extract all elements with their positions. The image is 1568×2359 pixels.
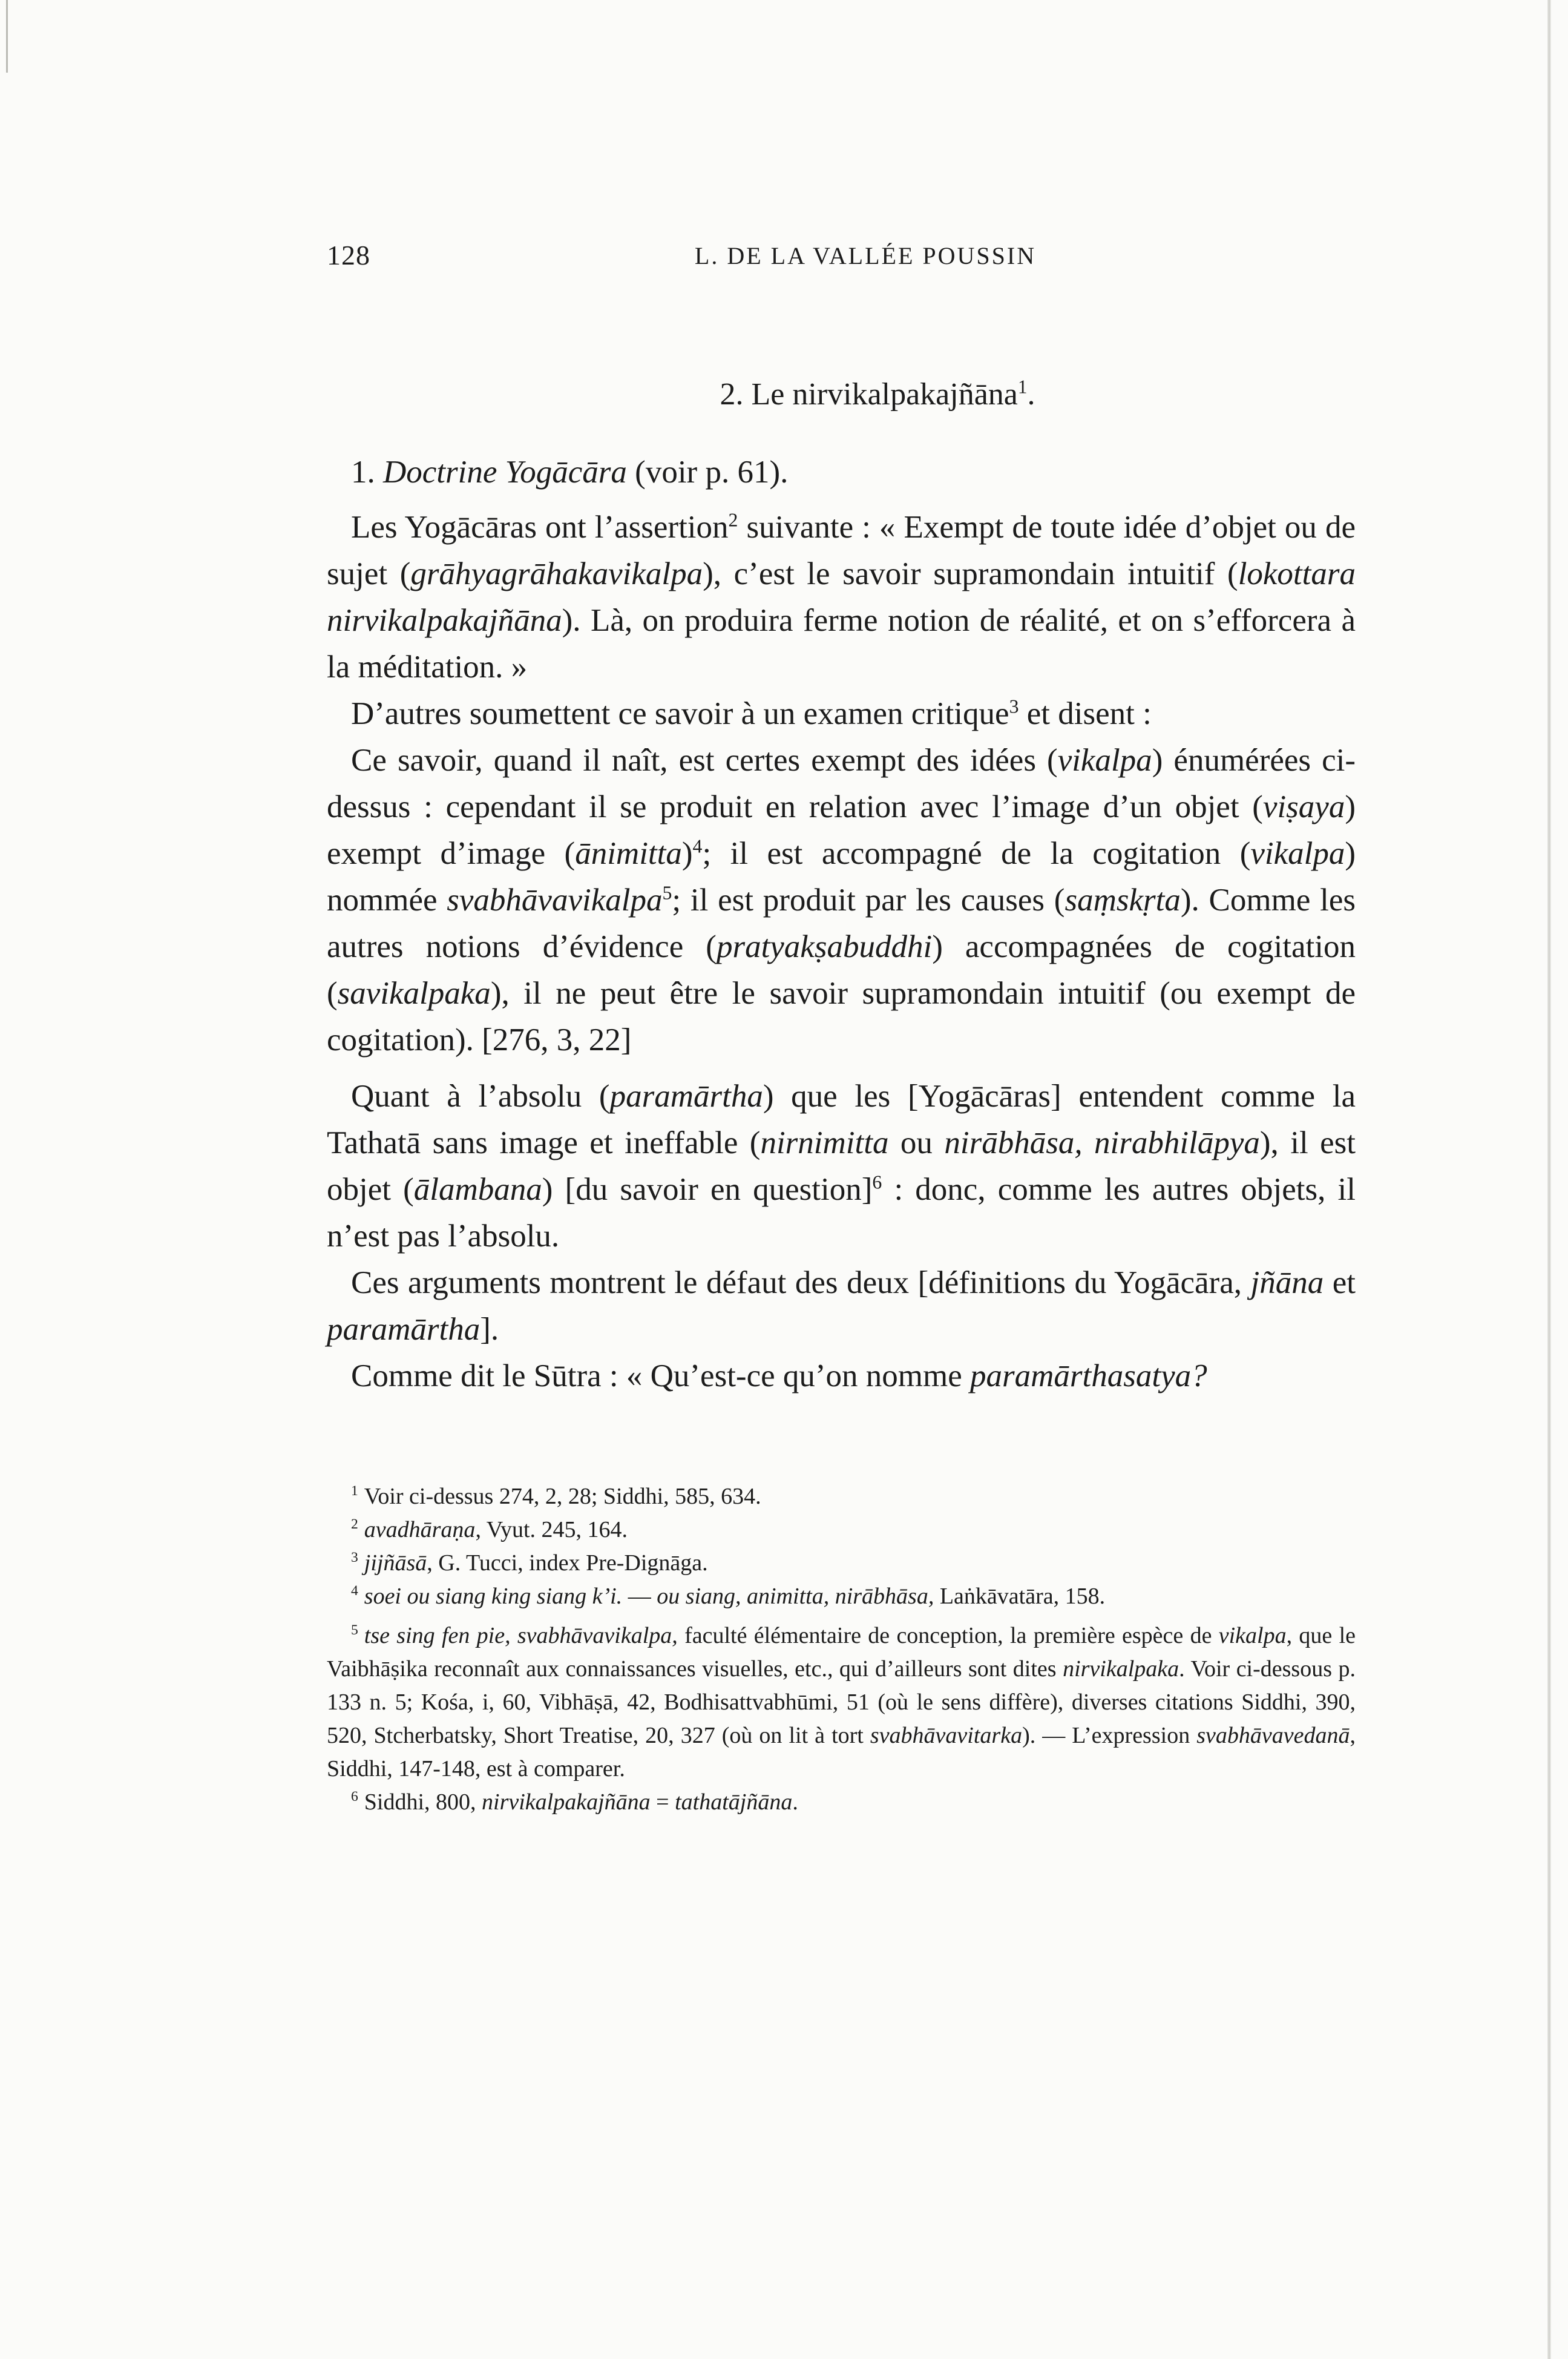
subsection-ref: (voir p. 61).	[635, 455, 789, 490]
footnote-5: $^5$ tse sing fen pie, svabhāvavikalpa, faculté élémentaire de conception, la première espèce de vikalpa, que le Vaibhāṣika reconnaît aux connaissances visuelles, etc., qui d’ailleurs sont dites nirvikalpaka. Voir ci-dessous p. 133 n. 5; Kośa, i, 60, Vibhāṣā, 42, Bodhisattvabhūmi, 51 (où le sens diffère), diverses citations Siddhi, 390, 520, Stcherbatsky, Short Treatise, 20, 327 (où on lit à tort svabhāvavitarka). — L’expression svabhāvavedanā, Siddhi, 147-148, est à comparer.	[327, 1622, 1356, 1782]
subsection-title: Doctrine Yogācāra	[383, 455, 627, 490]
subsection-heading: 1. Doctrine Yogācāra (voir p. 61).	[351, 455, 789, 490]
paragraph-2: D’autres soumettent ce savoir à un examen critique$^3$ et disent :	[351, 696, 1152, 731]
footnote-6: $^6$ Siddhi, 800, nirvikalpakajñāna = tathatājñāna.	[351, 1789, 798, 1815]
paragraph-4: Quant à l’absolu (paramārtha) que les [Yogācāras] entendent comme la Tathatā sans image et ineffable (nirnimitta ou nirābhāsa, nirabhilāpya), il est objet (ālambana) [du savoir en question]$^6$ : donc, comme les autres objets, il n’est pas l’absolu.	[327, 1079, 1356, 1254]
footnote-ref[interactable]: 1	[1017, 376, 1028, 398]
section-title-text: Le nirvikalpakajñāna	[751, 377, 1018, 412]
scan-edge-mark	[6, 0, 8, 73]
footnote-ref[interactable]: 3	[1009, 696, 1019, 717]
footnote-1: $^1$ Voir ci-dessus 274, 2, 28; Siddhi, 585, 634.	[351, 1483, 761, 1509]
paragraph-6: Comme dit le Sūtra : « Qu’est-ce qu’on nomme paramārthasatya?	[351, 1358, 1207, 1393]
paragraph-5: Ces arguments montrent le défaut des deux [définitions du Yogācāra, jñāna et paramārtha].	[327, 1265, 1356, 1347]
footnote-2: $^2$ avadhāraṇa, Vyut. 245, 164.	[351, 1516, 628, 1542]
footnote-ref[interactable]: 2	[728, 509, 738, 531]
paragraph-3: Ce savoir, quand il naît, est certes exempt des idées (vikalpa) énumérées ci-dessus : cependant il se produit en relation avec l’image d’un objet (viṣaya) exempt d’image (ānimitta)$^4$; il est accompagné de la cogitation (vikalpa) nommée svabhāvavikalpa$^5$; il est produit par les causes (saṃskṛta). Comme les autres notions d’évidence (pratyakṣabuddhi) accompagnées de cogitation (savikalpaka), il ne peut être le savoir supramondain intuitif (ou exempt de cogitation). [276, 3, 22]	[327, 743, 1356, 1058]
body-text	[327, 449, 1356, 1400]
section-title: 2. Le nirvikalpakajñāna$^1$.	[720, 376, 1035, 412]
footnote-ref[interactable]: 6	[872, 1171, 882, 1193]
footnote-3: $^3$ jijñāsā, G. Tucci, index Pre-Dignāga.	[351, 1550, 708, 1576]
footnote-4: $^4$ soei ou siang king siang k’i. — ou siang, animitta, nirābhāsa, Laṅkāvatāra, 158.	[351, 1583, 1106, 1609]
scan-binding-edge	[1547, 0, 1551, 2359]
footnote-ref[interactable]: 5	[662, 882, 672, 904]
running-title: L. DE LA VALLÉE POUSSIN	[694, 242, 1037, 269]
footnote-ref[interactable]: 4	[692, 835, 703, 857]
paragraph-1: Les Yogācāras ont l’assertion$^2$ suivante : « Exempt de toute idée d’objet ou de sujet (grāhyagrāhakavikalpa), c’est le savoir supramondain intuitif (lokottara nirvikalpakajñāna). Là, on produira ferme notion de réalité, et on s’efforcera à la méditation. »	[327, 509, 1356, 685]
footnotes	[327, 1480, 1356, 1819]
section-number: 2.	[720, 377, 744, 412]
page-header	[327, 239, 1356, 275]
page-number: 128	[327, 240, 370, 271]
